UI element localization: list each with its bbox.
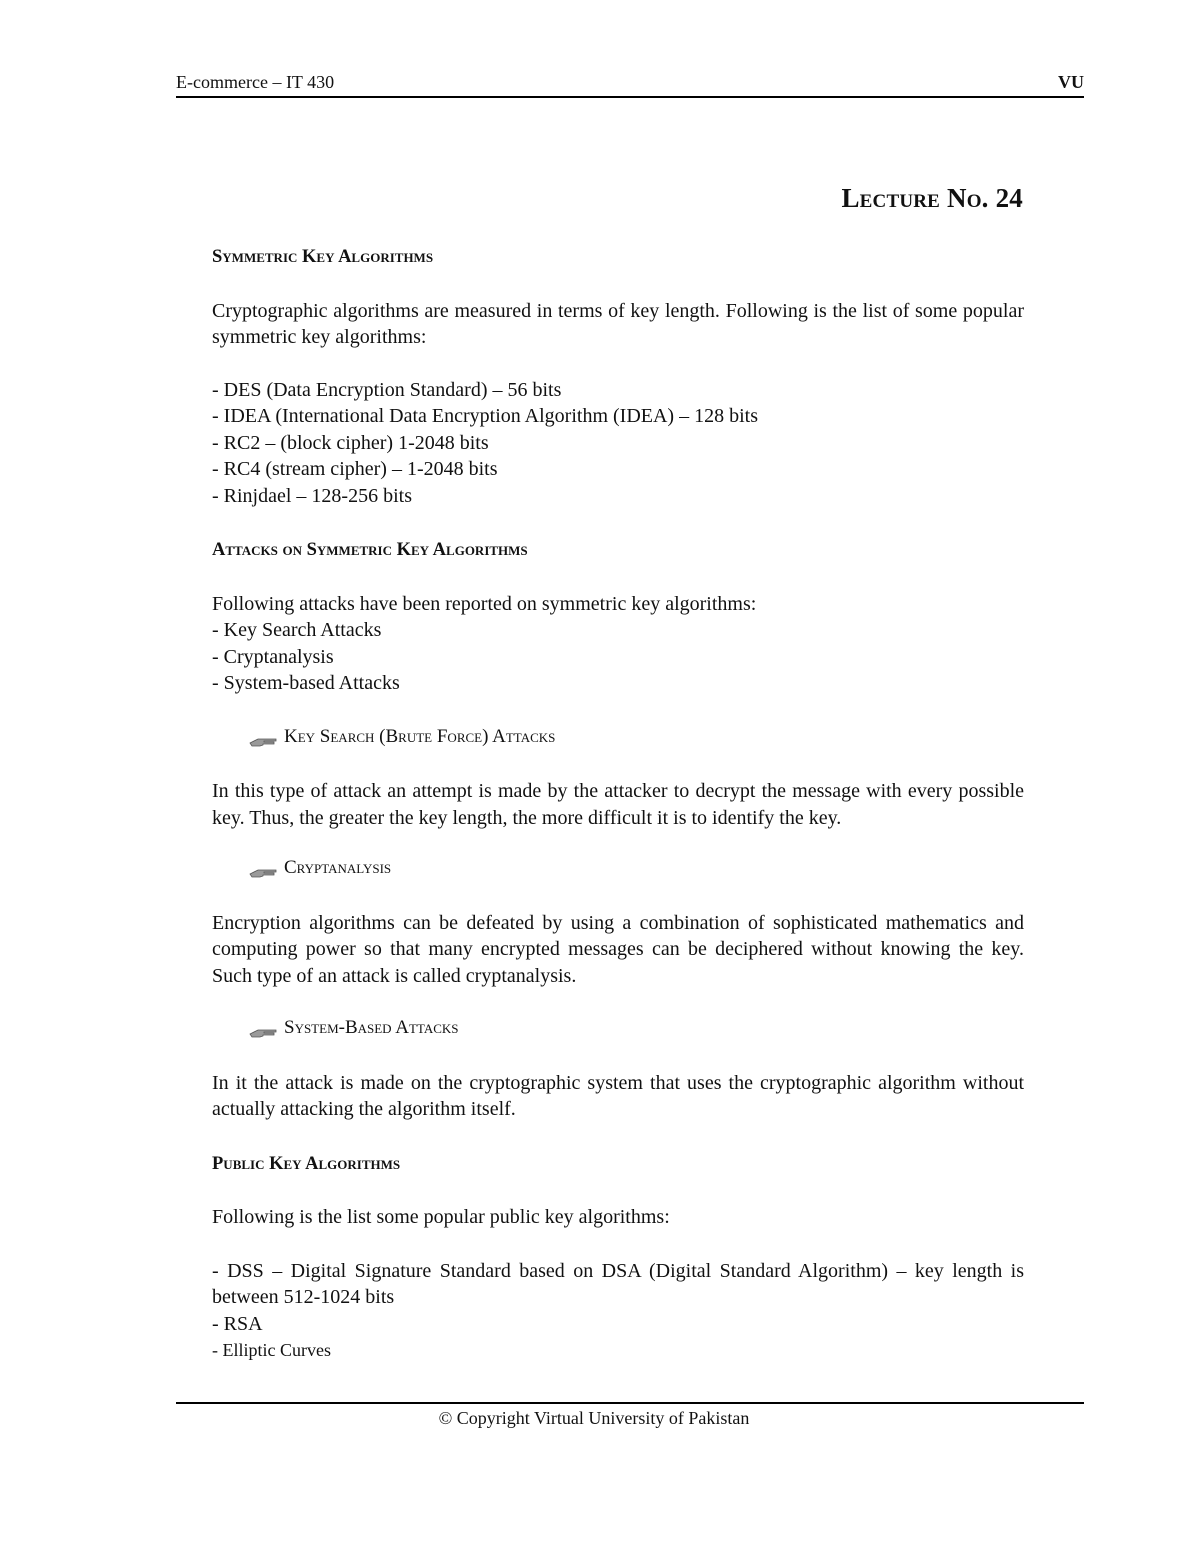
public-key-heading: Public Key Algorithms — [212, 1153, 401, 1174]
list-item: - RSA — [212, 1312, 263, 1335]
page-body — [212, 244, 1024, 1364]
list-item: - System-based Attacks — [212, 672, 400, 694]
pointing-hand-icon — [248, 861, 278, 875]
symmetric-intro: Cryptographic algorithms are measured in terms of key length. Following is the list of some popular symmetric key algorithms: — [212, 299, 1024, 348]
course-title: E-commerce – IT 430 — [176, 72, 335, 92]
list-item: - IDEA (International Data Encryption Algorithm (IDEA) – 128 bits — [212, 405, 758, 427]
key-search-title: Key Search (Brute Force) Attacks — [284, 725, 556, 747]
lecture-title: Lecture No. 24 — [841, 183, 1023, 213]
attacks-list — [212, 617, 1024, 697]
list-item: - Cryptanalysis — [212, 645, 334, 668]
system-based-text: In it the attack is made on the cryptographic system that uses the cryptographic algorithm without actually attacking the algorithm itself. — [212, 1071, 1024, 1120]
public-key-intro: Following is the list some popular public key algorithms: — [212, 1206, 670, 1228]
symmetric-heading: Symmetric Key Algorithms — [212, 247, 434, 267]
cryptanalysis-heading — [248, 855, 1024, 882]
cryptanalysis-text: Encryption algorithms can be defeated by using a combination of sophisticated mathematics and computing power so that many encrypted messages can be deciphered without knowing the key. Such type of an attack is called cryptanalysis. — [212, 911, 1024, 987]
symmetric-algorithm-list — [212, 377, 1024, 510]
attacks-intro: Following attacks have been reported on symmetric key algorithms: — [212, 592, 757, 615]
copyright-notice: © Copyright Virtual University of Pakistan — [438, 1408, 750, 1428]
public-key-list — [212, 1258, 1024, 1364]
pointing-hand-icon — [248, 1021, 278, 1035]
list-item: - Key Search Attacks — [212, 619, 382, 641]
system-based-title: System-Based Attacks — [284, 1017, 459, 1038]
list-item: - RC2 – (block cipher) 1-2048 bits — [212, 431, 489, 454]
list-item: - DSS – Digital Signature Standard based on DSA (Digital Standard Algorithm) – key length is between 512-1024 bits — [212, 1259, 1024, 1308]
attacks-heading: Attacks on Symmetric Key Algorithms — [212, 540, 528, 560]
org-abbrev: VU — [1058, 72, 1084, 92]
list-item: - DES (Data Encryption Standard) – 56 bits — [212, 378, 562, 401]
list-item: - Rinjdael – 128-256 bits — [212, 484, 412, 507]
key-search-heading — [248, 724, 1024, 751]
system-based-heading — [248, 1015, 1024, 1042]
page-header — [176, 70, 1084, 98]
pointing-hand-icon — [248, 730, 278, 744]
key-search-text: In this type of attack an attempt is made by the attacker to decrypt the message with every possible key. Thus, the greater the key length, the more difficult it is to identify the key. — [212, 780, 1024, 829]
list-item: - Elliptic Curves — [212, 1340, 331, 1360]
cryptanalysis-title: Cryptanalysis — [284, 857, 392, 878]
list-item: - RC4 (stream cipher) – 1-2048 bits — [212, 458, 498, 480]
page-footer — [176, 1402, 1084, 1429]
